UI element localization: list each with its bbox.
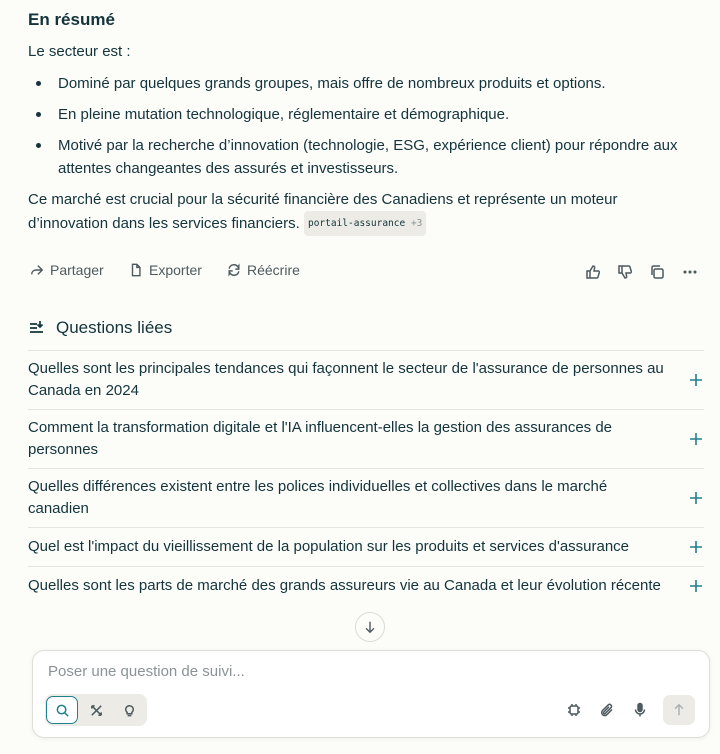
related-list-icon: [28, 319, 46, 337]
search-icon: [55, 703, 70, 718]
attach-button[interactable]: [597, 700, 617, 720]
thumbs-down-button[interactable]: [617, 264, 633, 280]
labs-mode-button[interactable]: [113, 696, 145, 724]
research-icon: [89, 703, 104, 718]
research-mode-button[interactable]: [80, 696, 112, 724]
microphone-button[interactable]: [630, 700, 650, 720]
arrow-up-icon: [672, 703, 686, 717]
share-label: Partager: [50, 262, 104, 278]
mode-switcher: [45, 694, 147, 726]
related-question[interactable]: [28, 566, 704, 605]
export-button[interactable]: [129, 262, 202, 278]
plus-icon: [688, 539, 704, 555]
related-question[interactable]: [28, 350, 704, 409]
related-question[interactable]: [28, 468, 704, 527]
related-questions-list: [28, 350, 704, 605]
share-button[interactable]: [30, 262, 104, 278]
answer-actions: [28, 262, 704, 284]
related-question-text: Quelles sont les parts de marché des grands assureurs vie au Canada et leur évolution récente: [28, 577, 661, 594]
related-question-text: Quelles différences existent entre les polices individuelles et collectives dans le marché canadien: [28, 478, 608, 517]
paperclip-icon: [599, 702, 615, 718]
related-question-text: Quelles sont les principales tendances qui façonnent le secteur de l'assurance de personnes au Canada en 2024: [28, 360, 664, 399]
plus-icon: [688, 578, 704, 594]
rewrite-button[interactable]: [227, 262, 300, 278]
search-mode-button[interactable]: [46, 696, 78, 724]
related-questions-header: [28, 318, 172, 338]
plus-icon: [688, 490, 704, 506]
export-label: Exporter: [149, 262, 202, 278]
summary-bullets: [28, 72, 704, 188]
related-question-text: Quel est l'impact du vieillissement de la population sur les produits et services d'assurance: [28, 538, 630, 555]
model-selector-button[interactable]: [564, 700, 584, 720]
scroll-down-button[interactable]: [355, 612, 385, 642]
rewrite-label: Réécrire: [247, 262, 300, 278]
thumbs-up-button[interactable]: [585, 264, 601, 280]
follow-up-composer: [32, 650, 710, 738]
conclusion-text: Ce marché est crucial pour la sécurité financière des Canadiens et représente un moteur d’innovation dans les services financiers.: [28, 191, 618, 232]
bullet-item: Motivé par la recherche d’innovation (technologie, ESG, expérience client) pour répondre aux attentes changeantes des assurés et investisseurs.: [28, 134, 704, 180]
summary-conclusion: [28, 188, 678, 236]
summary-intro: Le secteur est :: [28, 43, 131, 60]
arrow-down-icon: [363, 620, 377, 634]
copy-icon: [649, 264, 665, 280]
thumbs-down-icon: [617, 264, 633, 280]
share-icon: [30, 263, 44, 277]
chip-icon: [566, 702, 582, 718]
lightbulb-icon: [122, 703, 137, 718]
plus-icon: [688, 431, 704, 447]
related-title: Questions liées: [56, 318, 173, 337]
source-chip-label: portail-assurance: [307, 218, 406, 229]
bullet-item: En pleine mutation technologique, réglementaire et démographique.: [28, 103, 704, 126]
document-icon: [129, 263, 143, 277]
copy-button[interactable]: [649, 264, 665, 280]
plus-icon: [688, 372, 704, 388]
related-question-text: Comment la transformation digitale et l'IA influencent-elles la gestion des assurances de personnes: [28, 419, 613, 458]
refresh-icon: [227, 263, 241, 277]
more-options-button[interactable]: [682, 264, 698, 280]
related-question[interactable]: [28, 409, 704, 468]
submit-button[interactable]: [663, 695, 695, 725]
source-chip-more: +3: [410, 218, 423, 229]
follow-up-input[interactable]: [46, 662, 650, 681]
ellipsis-icon: [682, 264, 698, 280]
microphone-icon: [632, 702, 648, 718]
source-chip[interactable]: [304, 211, 426, 236]
bullet-item: Dominé par quelques grands groupes, mais offre de nombreux produits et options.: [28, 72, 704, 95]
related-question[interactable]: [28, 527, 704, 566]
thumbs-up-icon: [585, 264, 601, 280]
summary-heading: En résumé: [28, 10, 115, 29]
